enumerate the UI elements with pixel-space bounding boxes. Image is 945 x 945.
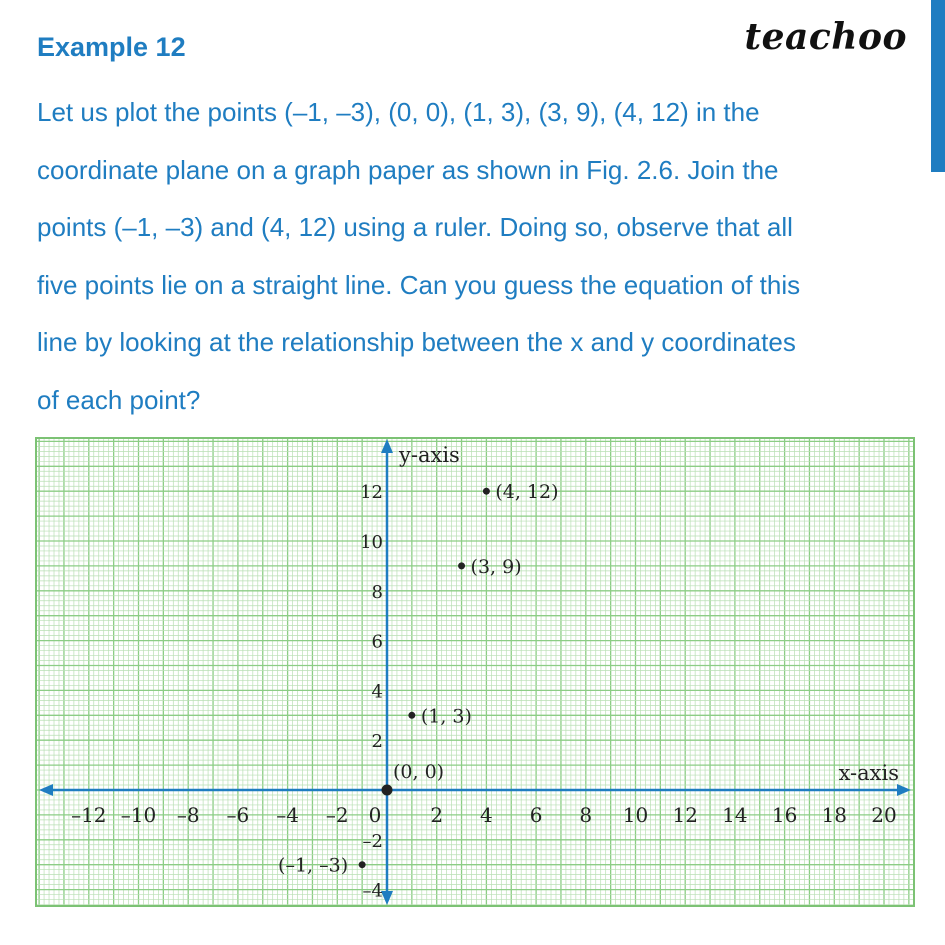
x-tick-label: 10 xyxy=(622,803,649,827)
x-tick-label: –12 xyxy=(71,803,107,827)
x-tick-label: –2 xyxy=(325,803,349,827)
x-tick-label: –4 xyxy=(276,803,299,827)
question-line: points (–1, –3) and (4, 12) using a ruler. Doing so, observe that all xyxy=(37,212,793,242)
data-point-label: (4, 12) xyxy=(495,481,559,504)
y-tick-label: 12 xyxy=(360,482,383,504)
x-tick-label: –10 xyxy=(120,803,157,827)
x-tick-label: 8 xyxy=(579,803,593,827)
data-point xyxy=(382,785,393,796)
x-tick-label: 6 xyxy=(529,803,543,827)
coordinate-graph xyxy=(35,437,915,907)
data-point-label: (0, 0) xyxy=(393,761,445,783)
y-tick-label: 6 xyxy=(371,631,383,653)
y-tick-label: 8 xyxy=(371,581,383,603)
example-title: Example 12 xyxy=(37,32,186,62)
question-line: Let us plot the points (–1, –3), (0, 0), (1, 3), (3, 9), (4, 12) in the xyxy=(37,97,760,127)
x-tick-label: 18 xyxy=(821,803,848,827)
x-axis-label: x-axis xyxy=(838,761,899,785)
question-line: line by looking at the relationship between the x and y coordinates xyxy=(37,327,796,357)
brand-logo: teachoo xyxy=(744,16,907,58)
data-point xyxy=(483,488,490,495)
question-line: five points lie on a straight line. Can you guess the equation of this xyxy=(37,269,801,300)
x-tick-label: 2 xyxy=(430,803,444,827)
data-point-label: (1, 3) xyxy=(420,705,472,728)
x-tick-label: 14 xyxy=(722,803,748,827)
data-point xyxy=(359,861,366,868)
question-line: coordinate plane on a graph paper as shown in Fig. 2.6. Join the xyxy=(37,154,779,185)
data-point xyxy=(458,562,465,569)
x-tick-label: 16 xyxy=(771,803,798,827)
data-point xyxy=(408,712,415,719)
y-axis-label: y-axis xyxy=(399,443,460,467)
x-tick-label: 20 xyxy=(871,803,897,827)
y-tick-label: –4 xyxy=(362,880,383,902)
y-tick-label: –2 xyxy=(362,830,383,852)
data-point-label: (3, 9) xyxy=(470,555,522,578)
y-tick-label: 4 xyxy=(371,681,383,703)
question-text xyxy=(37,84,917,429)
y-tick-label: 10 xyxy=(360,532,383,553)
x-tick-label: –8 xyxy=(176,803,200,827)
graph-paper-background xyxy=(35,437,915,907)
x-tick-label: 12 xyxy=(672,803,698,827)
x-tick-label: 4 xyxy=(480,803,493,827)
y-tick-label: 2 xyxy=(371,731,383,753)
x-tick-label: 0 xyxy=(368,803,382,827)
scrollbar-thumb[interactable] xyxy=(931,0,945,172)
data-point-label: (–1, –3) xyxy=(278,854,349,877)
x-tick-label: –6 xyxy=(226,803,250,827)
question-line: of each point? xyxy=(37,384,201,415)
